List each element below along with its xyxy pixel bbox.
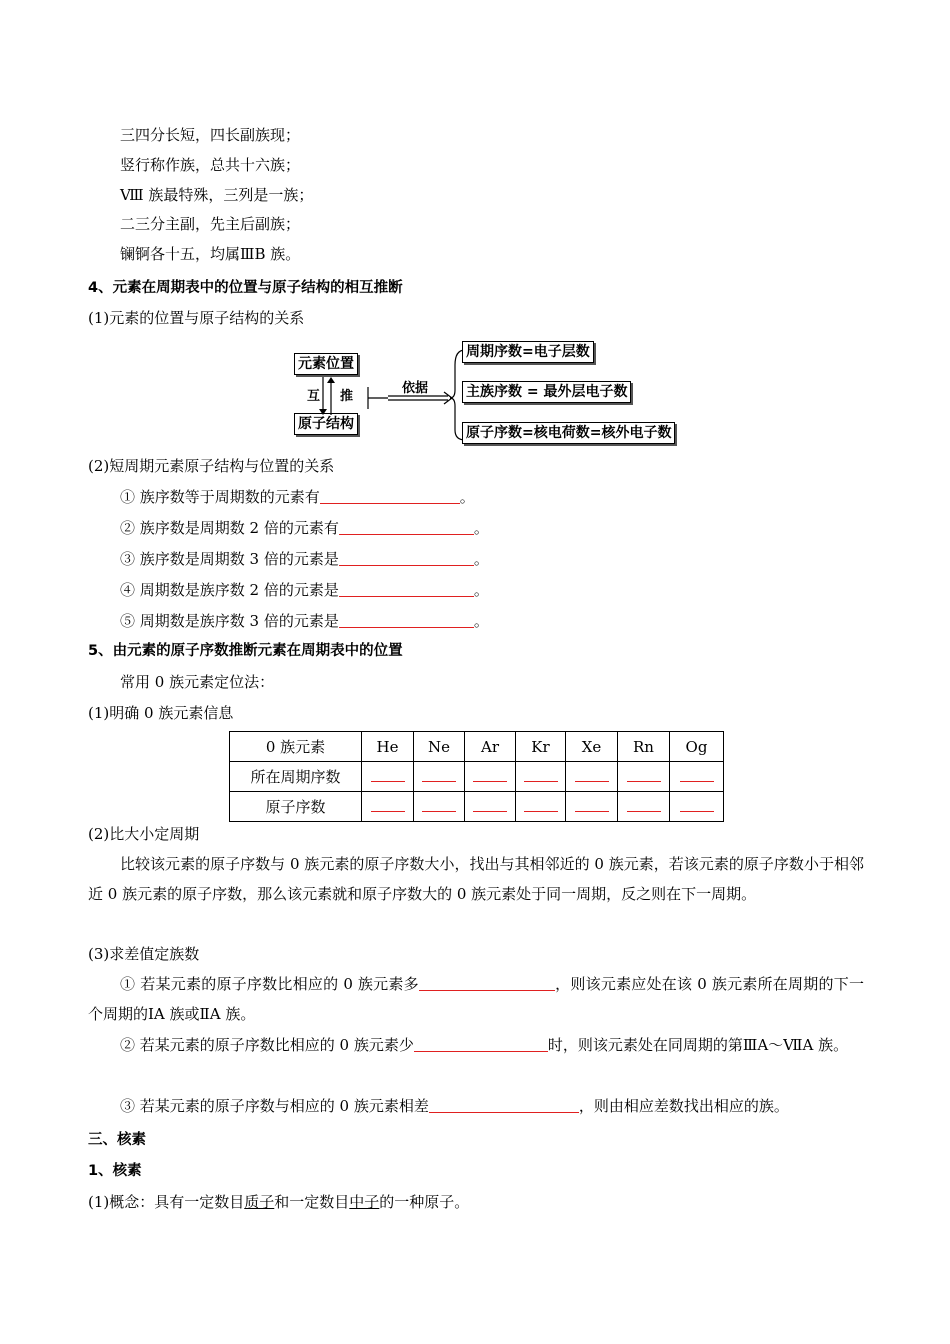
answer-blank[interactable]: [422, 797, 456, 812]
table-cell: [618, 762, 670, 792]
question-text: ② 族序数是周期数 2 倍的元素有: [120, 519, 339, 537]
question-text: ① 族序数等于周期数的元素有: [120, 488, 320, 506]
table-header-cell: 0 族元素: [230, 732, 362, 762]
question-item: [120, 518, 489, 538]
section-heading: 4、元素在周期表中的位置与原子结构的相互推断: [88, 280, 403, 296]
mutual-label: 推: [340, 389, 354, 404]
table-cell: [670, 762, 724, 792]
answer-blank[interactable]: [627, 797, 661, 812]
answer-blank[interactable]: [371, 797, 405, 812]
answer-blank[interactable]: [680, 767, 714, 782]
case-text: ② 若某元素的原子序数比相应的 0 族元素少: [120, 1036, 414, 1054]
rule-box: 主族序数 = 最外层电子数: [462, 381, 631, 403]
case-text: ① 若某元素的原子序数比相应的 0 族元素多: [120, 975, 419, 993]
mutual-label: 互: [307, 389, 321, 404]
answer-blank[interactable]: [339, 580, 474, 597]
answer-blank[interactable]: [320, 487, 460, 504]
table-header-cell: Og: [670, 732, 724, 762]
answer-blank[interactable]: [371, 767, 405, 782]
case-text: ，则该元素应处在该 0 族元素所在周期的下一个周期的ⅠA 族或ⅡA 族。: [88, 975, 864, 1023]
question-item: [120, 580, 489, 600]
question-item: [120, 487, 475, 507]
answer-blank[interactable]: [429, 1096, 579, 1113]
verse-line: 三四分长短，四长副族现；: [120, 126, 301, 144]
case-paragraph: [88, 1030, 864, 1060]
question-end: 。: [473, 612, 489, 630]
basis-label: 依据: [402, 381, 429, 396]
verse-line: Ⅷ 族最特殊，三列是一族；: [120, 186, 314, 204]
question-item: [120, 611, 489, 631]
case-text: ，则由相应差数找出相应的族。: [578, 1097, 789, 1115]
answer-blank[interactable]: [339, 518, 474, 535]
case-text: ③ 若某元素的原子序数与相应的 0 族元素相差: [120, 1097, 429, 1115]
answer-blank[interactable]: [473, 797, 507, 812]
answer-blank[interactable]: [339, 611, 474, 628]
question-text: ⑤ 周期数是族序数 3 倍的元素是: [120, 612, 339, 630]
answer-blank[interactable]: [575, 767, 609, 782]
answer-blank[interactable]: [524, 797, 558, 812]
table-cell: [362, 792, 414, 822]
subheading: (1)明确 0 族元素信息: [88, 704, 234, 722]
subheading: (1)元素的位置与原子结构的关系: [88, 309, 305, 327]
case-paragraph: [88, 969, 864, 1029]
table-row: [230, 762, 724, 792]
table-header-cell: Ar: [465, 732, 516, 762]
question-item: [120, 549, 489, 569]
table-header-cell: Kr: [516, 732, 566, 762]
table-row: [230, 792, 724, 822]
question-end: 。: [473, 581, 489, 599]
answer-blank[interactable]: [339, 549, 474, 566]
table-cell: [465, 792, 516, 822]
table-header-cell: Ne: [414, 732, 465, 762]
position-box: 元素位置: [294, 353, 358, 375]
table-cell: [516, 792, 566, 822]
question-text: ③ 族序数是周期数 3 倍的元素是: [120, 550, 339, 568]
subheading: (2)比大小定周期: [88, 825, 200, 843]
section-heading: 5、由元素的原子序数推断元素在周期表中的位置: [88, 643, 403, 659]
table-cell: [362, 762, 414, 792]
subheading: (2)短周期元素原子结构与位置的关系: [88, 457, 335, 475]
row-label: 原子序数: [230, 792, 362, 822]
table-header-cell: He: [362, 732, 414, 762]
verse-line: 二三分主副，先主后副族；: [120, 215, 301, 233]
table-cell: [566, 792, 618, 822]
table-cell: [670, 792, 724, 822]
verse-line: 镧锕各十五，均属ⅢB 族。: [120, 245, 301, 263]
rule-box: 周期序数=电子层数: [462, 341, 594, 363]
noble-gas-table: [229, 731, 724, 822]
table-cell: [414, 762, 465, 792]
question-text: ④ 周期数是族序数 2 倍的元素是: [120, 581, 339, 599]
answer-blank[interactable]: [419, 974, 555, 991]
rule-box: 原子序数=核电荷数=核外电子数: [462, 422, 675, 444]
table-header-cell: Rn: [618, 732, 670, 762]
question-end: 。: [459, 488, 475, 506]
answer-blank[interactable]: [414, 1035, 548, 1052]
table-cell: [465, 762, 516, 792]
underlined-term: 质子: [244, 1193, 275, 1211]
verse-line: 竖行称作族，总共十六族；: [120, 156, 301, 174]
underlined-term: 中子: [349, 1193, 380, 1211]
answer-blank[interactable]: [422, 767, 456, 782]
table-cell: [414, 792, 465, 822]
answer-blank[interactable]: [575, 797, 609, 812]
subheading: (3)求差值定族数: [88, 945, 200, 963]
answer-blank[interactable]: [524, 767, 558, 782]
table-cell: [618, 792, 670, 822]
row-label: 所在周期序数: [230, 762, 362, 792]
question-end: 。: [473, 550, 489, 568]
table-header-cell: Xe: [566, 732, 618, 762]
paragraph: 比较该元素的原子序数与 0 族元素的原子序数大小，找出与其相邻近的 0 族元素，若该元素的原子序数小于相邻近 0 族元素的原子序数，那么该元素就和原子序数大的 0 族元素处于同一周期，反之则在下一周期。: [88, 855, 864, 903]
method-text: 常用 0 族元素定位法：: [120, 673, 275, 691]
table-row: [230, 732, 724, 762]
question-end: 。: [473, 519, 489, 537]
concept-text: 的一种原子。: [379, 1193, 470, 1211]
table-cell: [516, 762, 566, 792]
case-paragraph: [88, 1091, 864, 1121]
section-heading: 三、核素: [88, 1132, 146, 1148]
case-text: 时，则该元素处在同周期的第ⅢA～ⅦA 族。: [547, 1036, 849, 1054]
answer-blank[interactable]: [680, 797, 714, 812]
concept-text: 和一定数目: [274, 1193, 350, 1211]
concept-text: (1)概念：具有一定数目: [88, 1193, 245, 1211]
answer-blank[interactable]: [627, 767, 661, 782]
answer-blank[interactable]: [473, 767, 507, 782]
subheading: 1、核素: [88, 1163, 142, 1179]
table-cell: [566, 762, 618, 792]
structure-box: 原子结构: [294, 413, 358, 435]
concept-line: [88, 1192, 469, 1212]
